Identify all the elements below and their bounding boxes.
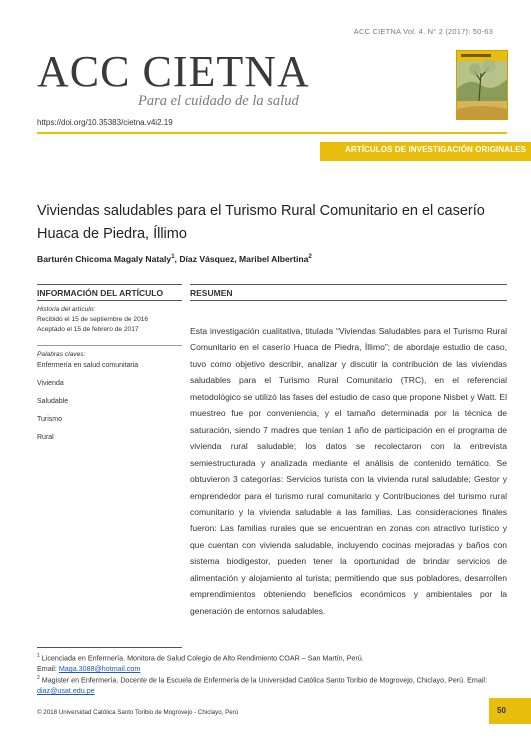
info-top-rule: [37, 284, 182, 285]
author-separator: ,: [174, 254, 180, 264]
footnote-2: [37, 673, 507, 697]
keyword-item: Saludable: [37, 398, 69, 405]
article-title: Viviendas saludables para el Turismo Rural Comunitario en el caserío Huaca de Piedra, Íllimo: [37, 203, 485, 242]
keyword-item: Enfermería en salud comunitaria: [37, 362, 139, 369]
author-1-mark: 1: [171, 254, 175, 261]
keyword-item: Turismo: [37, 416, 63, 423]
info-heading: INFORMACIÓN DEL ARTÍCULO: [37, 288, 164, 298]
journal-cover-image: [456, 50, 508, 120]
received-date: Recibido el 15 de septiembre de 2016: [37, 316, 149, 323]
footnote-1-email-label: Email:: [37, 665, 59, 674]
info-divider: [37, 345, 182, 346]
abstract-heading: RESUMEN: [190, 288, 233, 298]
page-number: 50: [497, 706, 506, 715]
author-2-mark: 2: [308, 254, 312, 261]
footnote-1-text: Licenciada en Enfermería. Monitora de Salud Colegio de Alto Rendimiento COAR – San Martín, Perú.: [39, 654, 364, 663]
article-authors: [37, 254, 312, 264]
footnote-2-mark: 2: [37, 675, 40, 681]
abstract-bottom-rule: [190, 300, 507, 301]
keyword-item: Vivienda: [37, 380, 64, 387]
journal-reference: ACC CIETNA Vol. 4. N° 2 (2017): 50-63: [353, 27, 493, 36]
abstract-text: Esta investigación cualitativa, titulada “Viviendas Saludables para el Turismo Rural Comunitario en el caserío Huaca de Piedra, Íllimo”; de abordaje estudio de caso, tuvo como objetivo describir, analizar y discutir la contribución de las viviendas saludables para el Turismo Rural Comunitario (TRC), en el referencial metodológico se utilizó las fases del estudio de caso que propone Nisbet y Watt. El muestreo fue por conveniencia, y el tamaño determinada por la técnica de saturación, siendo 7 madres que tenían 1 año de participación en el programa de vivienda rural saludable; los datos se recolectaron con la entrevista semiestructurada y analizada mediante el análisis de contenido temático. Se obtuvieron 3 categorías: Servicios turista con la vivienda rural saludable; Gestor y emprendedor para el turismo rural comunitario y Contribuciones del turismo rural comunitario y la vivienda saludable a las familias. Las consideraciones finales fueron: Las familias rurales que se encuentran en zonas con atractivo turístico y que cuentan con vivienda saludable, incluyendo cocinas mejoradas y baños con sistema biodigestor, pueden tener la oportunidad de brindar servicios de alimentación y alojamiento al turista; permitiendo que sus pobladores, desarrollen emprendimientos obteniendo beneficios económicos y ambientales por la generación de entornos saludables.: [190, 326, 507, 616]
footnote-1-email-link[interactable]: Maga.3088@hotmail.com: [58, 665, 141, 674]
abstract-top-rule: [190, 284, 507, 285]
footnote-1-mark: 1: [37, 653, 40, 659]
journal-brand: ACC CIETNA: [37, 47, 310, 96]
copyright-notice: © 2018 Universidad Católica Santo Toribio de Mogrovejo - Chiclayo, Perú: [37, 709, 239, 716]
author-1: Barturén Chicoma Magaly Nataly: [37, 254, 172, 264]
header-divider: [37, 132, 507, 134]
footnote-2-email-link[interactable]: diaz@usat.edu.pe: [37, 687, 95, 696]
keywords-label: Palabras claves:: [37, 351, 86, 358]
author-2: Díaz Vásquez, Maribel Albertina: [179, 254, 309, 264]
keyword-item: Rural: [37, 434, 54, 441]
footnote-1: [37, 651, 507, 675]
footnote-rule: [37, 647, 182, 648]
history-label: Historia del artículo:: [37, 306, 96, 313]
doi-link[interactable]: https://doi.org/10.35383/cietna.v4i2.19: [37, 118, 173, 127]
accepted-date: Aceptado el 15 de febrero de 2017: [37, 326, 139, 333]
footnote-2-text: Magister en Enfermería. Docente de la Escuela de Enfermería de la Universidad Católica Santo Toribio de Mogrovejo, Chiclayo, Perú. Email:: [39, 676, 487, 685]
section-label: ARTÍCULOS DE INVESTIGACIÓN ORIGINALES: [344, 145, 526, 154]
journal-tagline: Para el cuidado de la salud: [138, 93, 299, 109]
info-bottom-rule: [37, 300, 182, 301]
